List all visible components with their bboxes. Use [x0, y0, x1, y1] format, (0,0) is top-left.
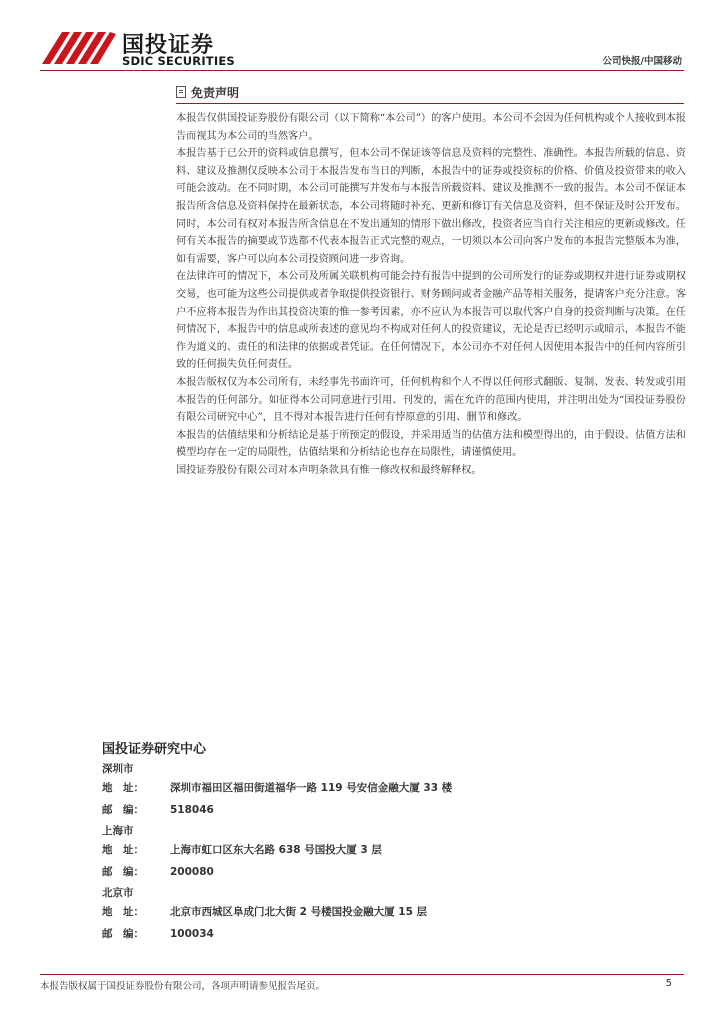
footer-divider — [40, 974, 684, 975]
header-divider — [40, 70, 684, 71]
report-category: 公司快报/中国移动 — [602, 56, 682, 67]
address-row — [102, 777, 452, 799]
disclaimer-paragraph: 本报告版权仅为本公司所有，未经事先书面许可，任何机构和个人不得以任何形式翻版、复制、发表、转发或引用本报告的任何部分。如征得本公司同意进行引用、刊发的，需在允许的范围内使用，并注明出处为“国投证券股份有限公司研究中心”，且不得对本报告进行任何有悖原意的引用、删节和修改。 — [176, 376, 686, 424]
address-label: 地 址： — [102, 782, 144, 794]
zip-value: 518046 — [170, 804, 214, 816]
disclaimer-body — [176, 110, 686, 479]
footer-copyright-note: 本报告版权属于国投证券股份有限公司，各项声明请参见报告尾页。 — [40, 981, 326, 992]
section-title-text: 免责声明 — [191, 86, 240, 100]
logo-english-name: SDIC SECURITIES — [122, 54, 235, 68]
address-row — [102, 901, 452, 923]
address-label: 地 址： — [102, 844, 144, 856]
section-divider — [176, 103, 684, 104]
zip-value: 200080 — [170, 866, 214, 878]
zip-row — [102, 861, 452, 883]
city-name: 上海市 — [102, 825, 134, 837]
disclaimer-paragraph: 本报告基于已公开的资料或信息撰写，但本公司不保证该等信息及资料的完整性、准确性。本报告所载的信息、资料、建议及推测仅反映本公司于本报告发布当日的判断，本报告中的证券或投资标的价格、价值及投资带来的收入可能会波动。在不同时期，本公司可能撰写并发布与本报告所载资料、建议及推测不一致的报告。本公司不保证本报告所含信息及资料保持在最新状态，本公司将随时补充、更新和修订有关信息及资料，但不保证及时公开发布。同时，本公司有权对本报告所含信息在不发出通知的情形下做出修改，投资者应当自行关注相应的更新或修改。任何有关本报告的摘要或节选都不代表本报告正式完整的观点，一切须以本公司向客户发布的本报告完整版本为准，如有需要，客户可以向本公司投资顾问进一步咨询。 — [176, 148, 686, 265]
disclaimer-paragraph: 在法律许可的情况下，本公司及所属关联机构可能会持有报告中提到的公司所发行的证券或期权并进行证券或期权交易，也可能为这些公司提供或者争取提供投资银行、财务顾问或者金融产品等相关服务，提请客户充分注意。客户不应将本报告为作出其投资决策的惟一参考因素，亦不应认为本报告可以取代客户自身的投资判断与决策。在任何情况下，本报告中的信息或所表述的意见均不构成对任何人的投资建议，无论是否已经明示或暗示，本报告不能作为道义的、责任的和法律的依据或者凭证。在任何情况下，本公司亦不对任何人因使用本报告中的任何内容所引致的任何损失负任何责任。 — [176, 271, 686, 371]
address-label: 地 址： — [102, 906, 144, 918]
zip-value: 100034 — [170, 928, 214, 940]
document-icon — [176, 86, 186, 98]
logo-chinese-name: 国投证券 — [122, 33, 215, 58]
city-name: 北京市 — [102, 887, 134, 899]
address-value: 北京市西城区阜成门北大街 2 号楼国投金融大厦 15 层 — [170, 906, 428, 918]
section-title — [176, 84, 239, 101]
zip-row — [102, 799, 452, 821]
zip-row — [102, 923, 452, 945]
zip-label: 邮 编： — [102, 866, 144, 878]
disclaimer-paragraph: 国投证券股份有限公司对本声明条款具有惟一修改权和最终解释权。 — [176, 464, 482, 476]
logo-stripes-icon — [40, 26, 120, 66]
disclaimer-paragraph: 本报告仅供国投证券股份有限公司（以下简称“本公司”）的客户使用。本公司不会因为任何机构或个人接收到本报告而视其为本公司的当然客户。 — [176, 113, 686, 142]
page-number: 5 — [665, 978, 672, 989]
research-center-title: 国投证券研究中心 — [102, 742, 207, 757]
address-row — [102, 839, 452, 861]
research-center — [102, 738, 452, 945]
zip-label: 邮 编： — [102, 928, 144, 940]
zip-label: 邮 编： — [102, 804, 144, 816]
city-name: 深圳市 — [102, 763, 134, 775]
address-value: 上海市虹口区东大名路 638 号国投大厦 3 层 — [170, 844, 382, 856]
address-value: 深圳市福田区福田街道福华一路 119 号安信金融大厦 33 楼 — [170, 782, 453, 794]
company-logo — [40, 26, 240, 76]
disclaimer-paragraph: 本报告的估值结果和分析结论是基于所预定的假设，并采用适当的估值方法和模型得出的，由于假设、估值方法和模型均存在一定的局限性，估值结果和分析结论也存在局限性，请谨慎使用。 — [176, 429, 686, 459]
